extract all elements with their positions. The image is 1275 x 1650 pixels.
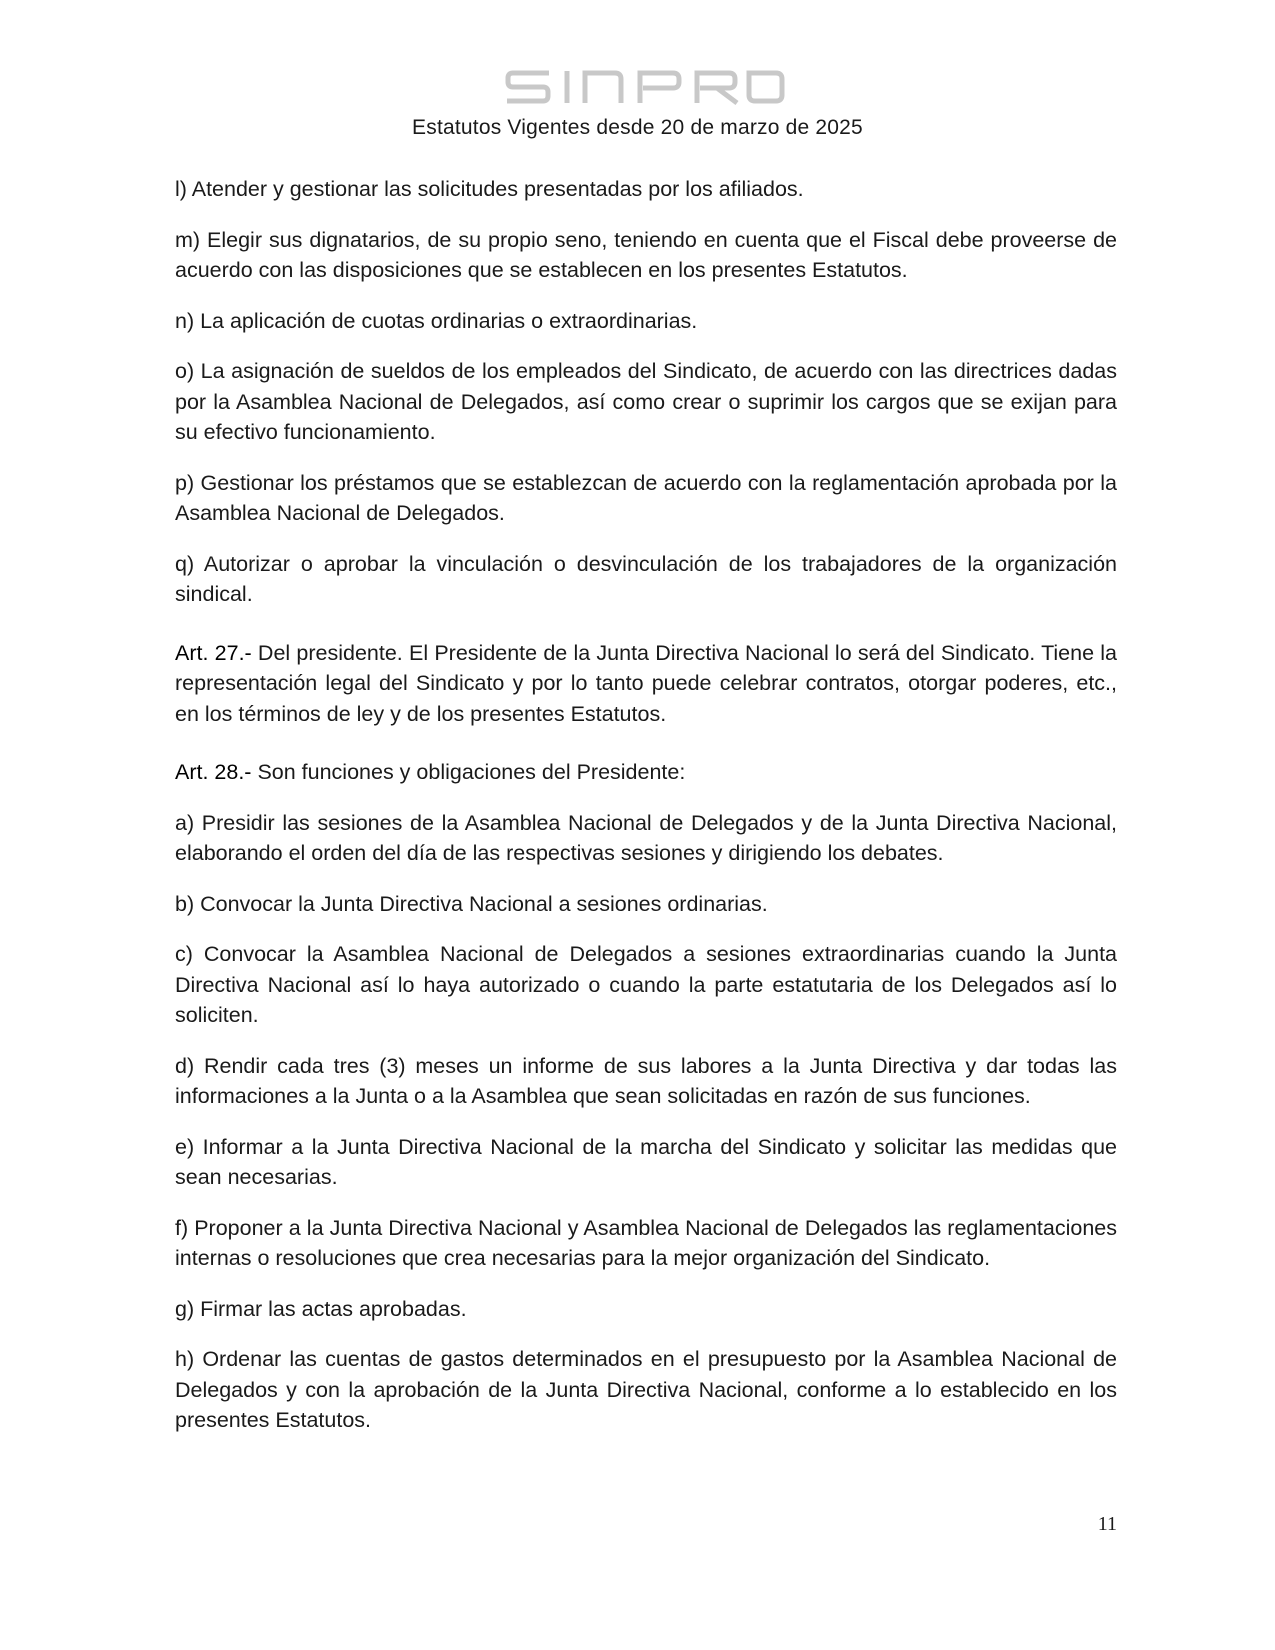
list-item: n) La aplicación de cuotas ordinarias o extraordinarias. — [175, 308, 698, 333]
document-subtitle: Estatutos Vigentes desde 20 de marzo de 2025 — [412, 116, 863, 139]
list-item: g) Firmar las actas aprobadas. — [175, 1296, 467, 1321]
list-item: l) Atender y gestionar las solicitudes presentadas por los afiliados. — [175, 177, 804, 201]
list-item: q) Autorizar o aprobar la vinculación o desvinculación de los trabajadores de la organización sindical. — [175, 551, 1117, 606]
article-text: Del presidente. El Presidente de la Junta Directiva Nacional lo será del Sindicato. Tiene la representación legal del Sindicato y por lo tanto puede celebrar contratos, otorgar poderes, etc., en los términos de ley y de los presentes Estatutos. — [175, 640, 1118, 726]
list-item: e) Informar a la Junta Directiva Nacional de la marcha del Sindicato y solicitar las medidas que sean necesarias. — [175, 1134, 1117, 1189]
sinpro-logo — [505, 68, 785, 106]
list-item: d) Rendir cada tres (3) meses un informe de sus labores a la Junta Directiva y dar todas las informaciones a la Junta o a la Asamblea que sean solicitadas en razón de sus funciones. — [175, 1053, 1117, 1108]
article-27 — [175, 638, 1117, 730]
list-item: m) Elegir sus dignatarios, de su propio seno, teniendo en cuenta que el Fiscal debe proveerse de acuerdo con las disposiciones que se establecen en los presentes Estatutos. — [175, 227, 1117, 282]
list-item: c) Convocar la Asamblea Nacional de Delegados a sesiones extraordinarias cuando la Junta Directiva Nacional así lo haya autorizado o cuando la parte estatutaria de los Delegados así lo soliciten. — [175, 942, 1117, 1027]
list-item: p) Gestionar los préstamos que se establezcan de acuerdo con la reglamentación aprobada por la Asamblea Nacional de Delegados. — [175, 470, 1117, 525]
list-item: f) Proponer a la Junta Directiva Nacional y Asamblea Nacional de Delegados las reglamentaciones internas o resoluciones que crea necesarias para la mejor organización del Sindicato. — [175, 1215, 1117, 1270]
article-text: Son funciones y obligaciones del Presidente: — [251, 760, 686, 784]
list-item: o) La asignación de sueldos de los empleados del Sindicato, de acuerdo con las directrices dadas por la Asamblea Nacional de Delegados, así como crear o suprimir los cargos que se exijan para su efectivo funcionamiento. — [175, 359, 1117, 444]
list-item: h) Ordenar las cuentas de gastos determinados en el presupuesto por la Asamblea Nacional de Delegados y con la aprobación de la Junta Directiva Nacional, conforme a lo establecido en los presentes Estatutos. — [175, 1347, 1117, 1432]
page-number: 11 — [1097, 1513, 1117, 1535]
list-item: a) Presidir las sesiones de la Asamblea Nacional de Delegados y de la Junta Directiva Nacional, elaborando el orden del día de las respectivas sesiones y dirigiendo los debates. — [175, 810, 1117, 865]
sinpro-logo-mark — [505, 68, 785, 106]
list-item: b) Convocar la Junta Directiva Nacional a sesiones ordinarias. — [175, 891, 768, 916]
article-label: Art. 28.- — [175, 760, 252, 784]
article-label: Art. 27.- — [175, 640, 252, 665]
article-28 — [175, 757, 1117, 788]
document-body — [175, 174, 1117, 1456]
